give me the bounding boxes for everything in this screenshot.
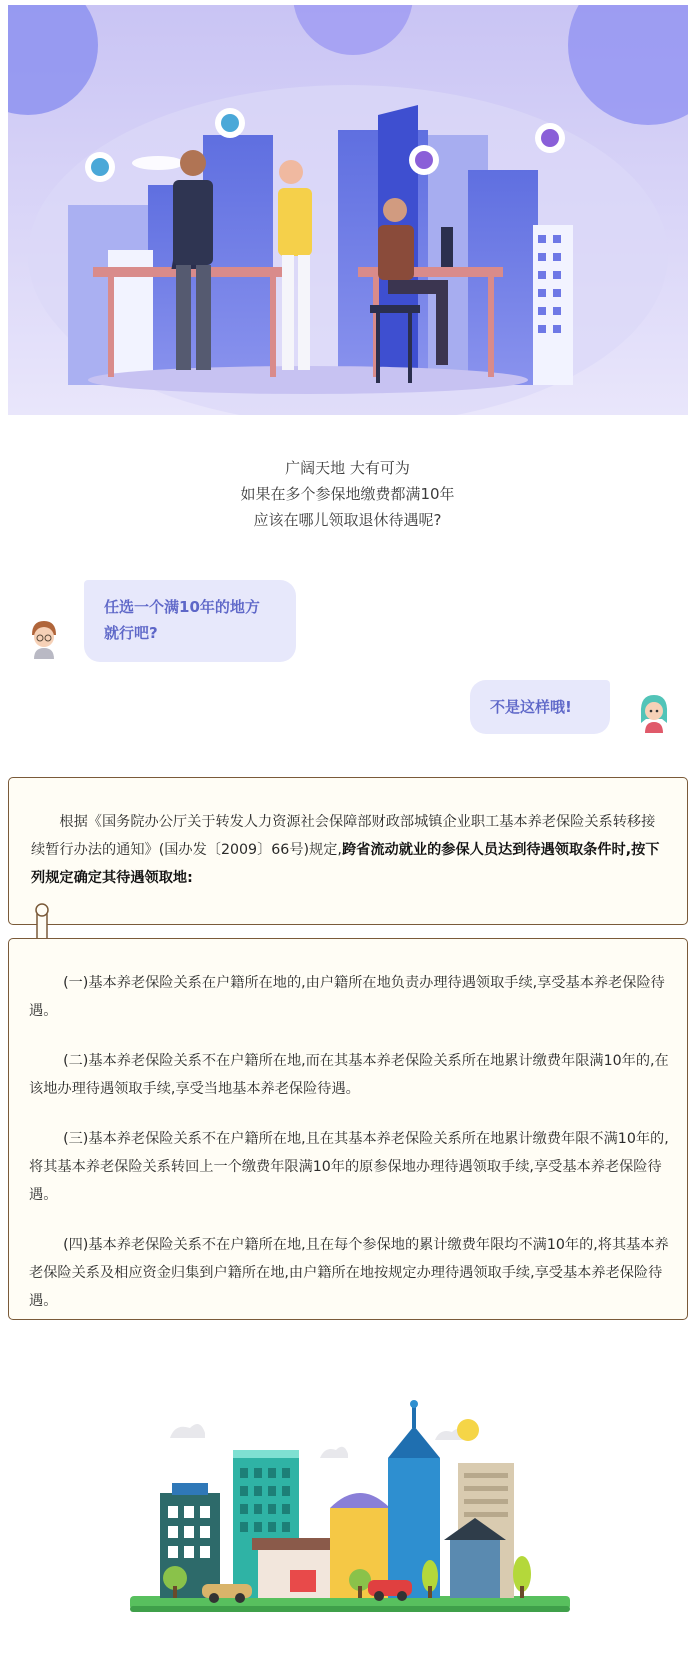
intro-line-1: 广阔天地 大有可为 [285, 459, 410, 477]
hero-illustration [8, 5, 688, 415]
policy-basis-box [8, 777, 688, 925]
policy-basis-paragraph [31, 808, 669, 892]
policy-basis-emphasis: 跨省流动就业的参保人员达到待遇领取条件时,按下列规定确定其待遇领取地: [31, 842, 660, 886]
rule-1: (一)基本养老保险关系在户籍所在地的,由户籍所在地负责办理待遇领取手续,享受基本养老保险待遇。 [29, 975, 665, 1019]
intro-line-2: 如果在多个参保地缴费都满10年 [240, 485, 455, 503]
question-line-2: 就行吧? [104, 624, 158, 642]
answer-text: 不是这样哦! [490, 698, 572, 716]
answer-bubble [470, 680, 610, 734]
question-bubble [84, 580, 296, 662]
girl-avatar-icon [636, 693, 672, 733]
rule-4: (四)基本养老保险关系不在户籍所在地,且在每个参保地的累计缴费年限均不满10年的,将其基本养老保险关系及相应资金归集到户籍所在地,由户籍所在地按规定办理待遇领取手续,享受基本养老保险待遇。 [29, 1237, 669, 1309]
rule-2: (二)基本养老保险关系不在户籍所在地,而在其基本养老保险关系所在地累计缴费年限满10年的,在该地办理待遇领取手续,享受当地基本养老保险待遇。 [29, 1053, 669, 1097]
policy-basis-text: 根据《国务院办公厅关于转发人力资源社会保障部财政部城镇企业职工基本养老保险关系转移接续暂行办法的通知》(国办发〔2009〕66号)规定, [31, 814, 656, 858]
city-illustration [130, 1398, 570, 1618]
boy-avatar-icon [26, 619, 62, 659]
question-line-1: 任选一个满10年的地方 [104, 598, 260, 616]
policy-rules-box [8, 938, 688, 1320]
intro-text [0, 455, 695, 533]
rule-3: (三)基本养老保险关系不在户籍所在地,且在其基本养老保险关系所在地累计缴费年限不满10年的,将其基本养老保险关系转回上一个缴费年限满10年的原参保地办理待遇领取手续,享受基本养老保险待遇。 [29, 1131, 669, 1203]
intro-line-3: 应该在哪儿领取退休待遇呢? [253, 511, 442, 529]
